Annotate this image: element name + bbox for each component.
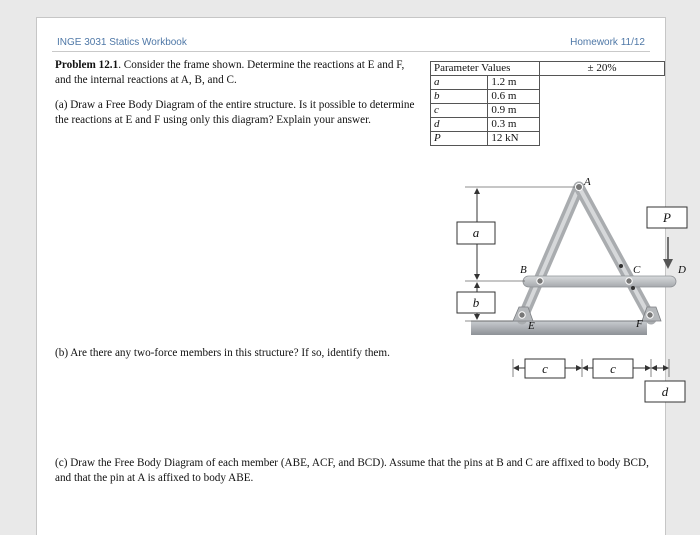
tolerance-value: ± 20% [540,62,665,76]
dim-arrowhead [645,365,651,371]
course-header: INGE 3031 Statics Workbook [57,37,187,48]
dim-d-label: d [661,384,669,399]
table-row [431,104,665,118]
param-value: 0.3 m [488,118,540,132]
table-row [431,90,665,104]
table-row [431,62,665,76]
dim-arrowhead [513,365,519,371]
load-p-label: P [663,210,671,225]
dim-arrowhead [651,365,657,371]
dim-arrowhead [576,365,582,371]
homework-header: Homework 11/12 [570,37,645,48]
parameter-table-title: Parameter Values [431,62,540,76]
pin-e [519,312,525,318]
dim-c1-label: c [542,361,548,376]
problem-intro: . Consider the frame shown. Determine the reactions at E and F, and the internal reactions at A, B, and C. [55,59,405,86]
dim-arrowhead [663,365,669,371]
header-divider [52,51,650,52]
param-symbol: b [431,90,488,104]
workbook-page [36,17,686,535]
pin-f [647,312,653,318]
param-value: 1.2 m [488,76,540,90]
dim-arrowhead [474,314,480,320]
dim-c2-label: c [610,361,616,376]
label-c: C [633,264,641,276]
part-a-text: (a) Draw a Free Body Diagram of the entire structure. Is it possible to determine the reactions at E and F using only this diagram? Explain your answer. [55,99,415,126]
param-value: 0.6 m [488,90,540,104]
dim-arrowhead [582,365,588,371]
problem-statement [55,58,413,88]
dim-arrowhead [474,274,480,280]
pin-a [576,184,583,191]
part-c-text: (c) Draw the Free Body Diagram of each member (ABE, ACF, and BCD). Assume that the pins at B and C are affixed to body BCD, and that the pin at A is affixed to body ABE. [55,457,649,484]
table-row [431,118,665,132]
param-symbol: a [431,76,488,90]
load-arrow-head [663,259,673,269]
pin-c [626,278,632,284]
param-symbol: c [431,104,488,118]
table-row [431,132,665,146]
parameter-table [430,61,665,146]
pin-b [537,278,543,284]
label-b: B [520,264,527,276]
param-symbol: d [431,118,488,132]
param-value: 0.9 m [488,104,540,118]
dim-arrowhead [474,188,480,194]
ground [471,321,647,335]
part-b-text: (b) Are there any two-force members in this structure? If so, identify them. [55,347,390,359]
member-acf-highlight [579,187,651,319]
table-row [431,76,665,90]
label-e: E [528,320,535,332]
frame-diagram [425,163,686,403]
label-d: D [678,264,686,276]
member-dot [631,286,635,290]
label-a: A [584,176,591,188]
dim-a-label: a [472,225,480,240]
param-value: 12 kN [488,132,540,146]
dim-arrowhead [474,282,480,288]
problem-title: Problem 12.1 [55,59,119,71]
member-dot [619,264,623,268]
dim-b-label: b [472,295,480,310]
param-symbol: P [431,132,488,146]
label-f: F [636,318,643,330]
member-bcd [523,276,676,287]
member-abe-highlight [522,187,579,319]
